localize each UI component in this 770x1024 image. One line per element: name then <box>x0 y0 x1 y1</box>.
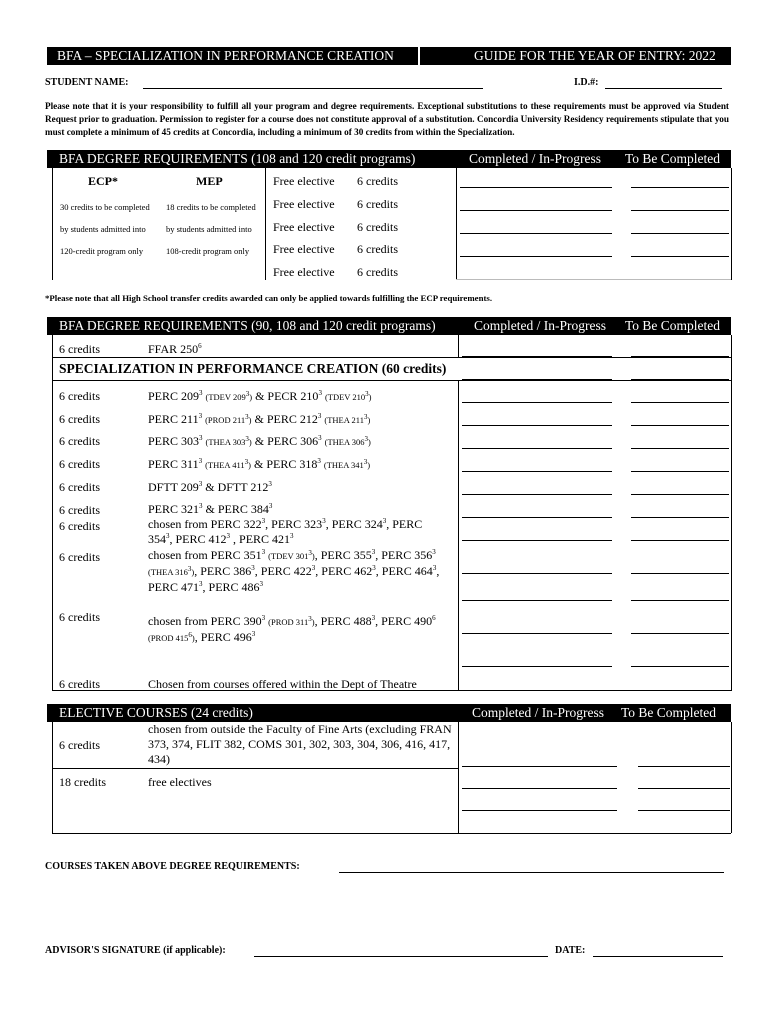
sec3-tobe-header: To Be Completed <box>621 705 717 720</box>
mep-note: by students admitted into <box>166 224 252 234</box>
ffar-course: FFAR $250^6$ <box>148 342 202 356</box>
completed-line[interactable] <box>462 573 612 574</box>
sec3-completed-header: Completed / In-Progress <box>472 705 604 720</box>
sec1-tobe-header: To Be Completed <box>625 151 721 166</box>
ecp-label: ECP* <box>88 174 118 188</box>
credits-label: 6 credits <box>59 434 100 448</box>
completed-line[interactable] <box>462 402 612 403</box>
credits-label: 6 credits <box>59 412 100 426</box>
ecp-note: by students admitted into <box>60 224 146 234</box>
completed-line[interactable] <box>462 356 612 357</box>
course-row: chosen from PERC $322^3$, PERC $323^3$, PERC $324^3$, PERC $354^3$, PERC $412^3$ , PERC $421^3$ <box>148 517 423 546</box>
spec-title: SPECIALIZATION IN PERFORMANCE CREATION (60 credits) <box>59 361 447 376</box>
advisor-signature-field[interactable] <box>254 956 548 957</box>
tobe-line[interactable] <box>631 187 729 188</box>
completed-line[interactable] <box>460 256 612 257</box>
ecp-note: 30 credits to be completed <box>60 202 150 212</box>
free-elective-credits: 6 credits <box>357 242 398 256</box>
credits-label: 6 credits <box>59 503 100 517</box>
course-row: DFTT $209^3$ & DFTT $212^3$ <box>148 480 272 494</box>
sec1-title: BFA DEGREE REQUIREMENTS (108 and 120 credit programs) <box>59 151 416 166</box>
course-row: PERC $209^3$ (TDEV $209^3$) & PECR $210^3$ (TDEV $210^3$) <box>148 389 372 403</box>
tobe-line[interactable] <box>631 494 729 495</box>
tobe-line[interactable] <box>638 788 730 789</box>
free-elective-label: Free elective <box>273 197 335 211</box>
sec2-bar <box>47 317 731 335</box>
id-label: I.D.#: <box>574 77 599 88</box>
mep-label: MEP <box>196 174 223 188</box>
theatre-row: Chosen from courses offered within the Dept of Theatre <box>148 677 417 691</box>
free-elective-label: Free elective <box>273 265 335 279</box>
credits-label: 6 credits <box>59 550 100 564</box>
course-row: chosen from PERC $390^3$ (PROD $311^3$), PERC $488^3$, PERC $490^6$ (PROD $415^6$), PERC $496^3$ <box>148 614 436 644</box>
tobe-line[interactable] <box>638 810 730 811</box>
completed-line[interactable] <box>462 379 612 380</box>
sec3-bar <box>47 704 731 722</box>
completed-line[interactable] <box>462 633 612 634</box>
id-field[interactable] <box>605 88 722 89</box>
student-name-label: STUDENT NAME: <box>45 77 129 88</box>
elective-credits-1: 6 credits <box>59 738 100 752</box>
sec3-title: ELECTIVE COURSES (24 credits) <box>59 705 253 720</box>
tobe-line[interactable] <box>631 379 729 380</box>
tobe-line[interactable] <box>631 356 729 357</box>
course-row: PERC $211^3$ (PROD $211^3$) & PERC $212^3$ (THEA $211^3$) <box>148 412 371 426</box>
header-right: GUIDE FOR THE YEAR OF ENTRY: 2022 <box>474 48 716 63</box>
tobe-line[interactable] <box>631 471 729 472</box>
course-row: chosen from PERC $351^3$ (TDEV $301^3$), PERC $355^3$, PERC $356^3$ (THEA $316^3$), PERC $386^3$, PERC $422^3$, PERC $462^3$, PERC $464^3$, PERC $471^3$, PERC $486^3$ <box>148 548 440 594</box>
completed-line[interactable] <box>462 425 612 426</box>
free-elective-label: Free elective <box>273 174 335 188</box>
completed-line[interactable] <box>462 448 612 449</box>
free-elective-label: Free elective <box>273 220 335 234</box>
completed-line[interactable] <box>462 810 617 811</box>
tobe-line[interactable] <box>631 256 729 257</box>
ecp-note: 120-credit program only <box>60 246 144 256</box>
credits-label: 6 credits <box>59 457 100 471</box>
sec2-completed-header: Completed / In-Progress <box>474 318 606 333</box>
mep-note: 18 credits to be completed <box>166 202 256 212</box>
free-elective-credits: 6 credits <box>357 220 398 234</box>
date-field[interactable] <box>593 956 723 957</box>
completed-line[interactable] <box>462 517 612 518</box>
completed-line[interactable] <box>462 471 612 472</box>
header-left: BFA – SPECIALIZATION IN PERFORMANCE CREATION <box>57 48 394 63</box>
free-elective-credits: 6 credits <box>357 265 398 279</box>
student-name-field[interactable] <box>143 88 483 89</box>
tobe-line[interactable] <box>631 600 729 601</box>
course-row: PERC $311^3$ (THEA $411^3$) & PERC $318^3$ (THEA $341^3$) <box>148 457 371 471</box>
completed-line[interactable] <box>460 187 612 188</box>
free-elective-label: Free elective <box>273 242 335 256</box>
completed-line[interactable] <box>462 494 612 495</box>
credits-label: 6 credits <box>59 610 100 624</box>
tobe-line[interactable] <box>631 448 729 449</box>
credits-label: 6 credits <box>59 677 100 691</box>
advisor-label: ADVISOR'S SIGNATURE (if applicable): <box>45 945 226 956</box>
tobe-line[interactable] <box>631 573 729 574</box>
free-elective-credits: 6 credits <box>357 197 398 211</box>
credits-label: 6 credits <box>59 389 100 403</box>
completed-line[interactable] <box>462 540 612 541</box>
header-bar <box>47 47 731 65</box>
sec1-completed-header: Completed / In-Progress <box>469 151 601 166</box>
completed-line[interactable] <box>462 666 612 667</box>
date-label: DATE: <box>555 945 586 956</box>
tobe-line[interactable] <box>631 540 729 541</box>
credits-label: 6 credits <box>59 519 100 533</box>
tobe-line[interactable] <box>631 210 729 211</box>
tobe-line[interactable] <box>638 766 730 767</box>
completed-line[interactable] <box>462 788 617 789</box>
tobe-line[interactable] <box>631 633 729 634</box>
sec2-tobe-header: To Be Completed <box>625 318 721 333</box>
tobe-line[interactable] <box>631 402 729 403</box>
elective-desc-1: chosen from outside the Faculty of Fine Arts (excluding FRAN 373, 374, FLIT 382, COMS 301, 302, 303, 304, 306, 416, 417, 434) <box>148 722 452 766</box>
tobe-line[interactable] <box>631 425 729 426</box>
course-row: PERC $321^3$ & PERC $384^3$ <box>148 502 273 516</box>
tobe-line[interactable] <box>631 233 729 234</box>
completed-line[interactable] <box>462 600 612 601</box>
ffar-credits: 6 credits <box>59 342 100 356</box>
sec1-bar <box>47 150 731 168</box>
completed-line[interactable] <box>460 210 612 211</box>
tobe-line[interactable] <box>631 666 729 667</box>
notice-text: Please note that it is your responsibility to fulfill all your program and degree requirements. Exceptional substitutions to these requirements must be approved via Student Request prior to graduation. Permission to register for a course does not constitute approval of a substitution. Concordia University Residency requirements stipulate that you must complete a minimum of 45 credits at Concordia, including a minimum of 30 credits from within the Specialization. <box>45 101 729 137</box>
elective-credits-2: 18 credits <box>59 775 106 789</box>
free-elective-credits: 6 credits <box>357 174 398 188</box>
mep-note: 108-credit program only <box>166 246 250 256</box>
course-row: PERC $303^3$ (THEA $303^3$) & PERC $306^3$ (THEA $306^3$) <box>148 434 371 448</box>
tobe-line[interactable] <box>631 517 729 518</box>
elective-desc-2: free electives <box>148 775 212 789</box>
courses-above-label: COURSES TAKEN ABOVE DEGREE REQUIREMENTS: <box>45 861 300 872</box>
hs-note: *Please note that all High School transfer credits awarded can only be applied towards fulfilling the ECP requirements. <box>45 293 493 303</box>
credits-label: 6 credits <box>59 480 100 494</box>
sec2-title: BFA DEGREE REQUIREMENTS (90, 108 and 120 credit programs) <box>59 318 436 333</box>
completed-line[interactable] <box>460 233 612 234</box>
courses-above-field[interactable] <box>339 872 724 873</box>
completed-line[interactable] <box>462 766 617 767</box>
